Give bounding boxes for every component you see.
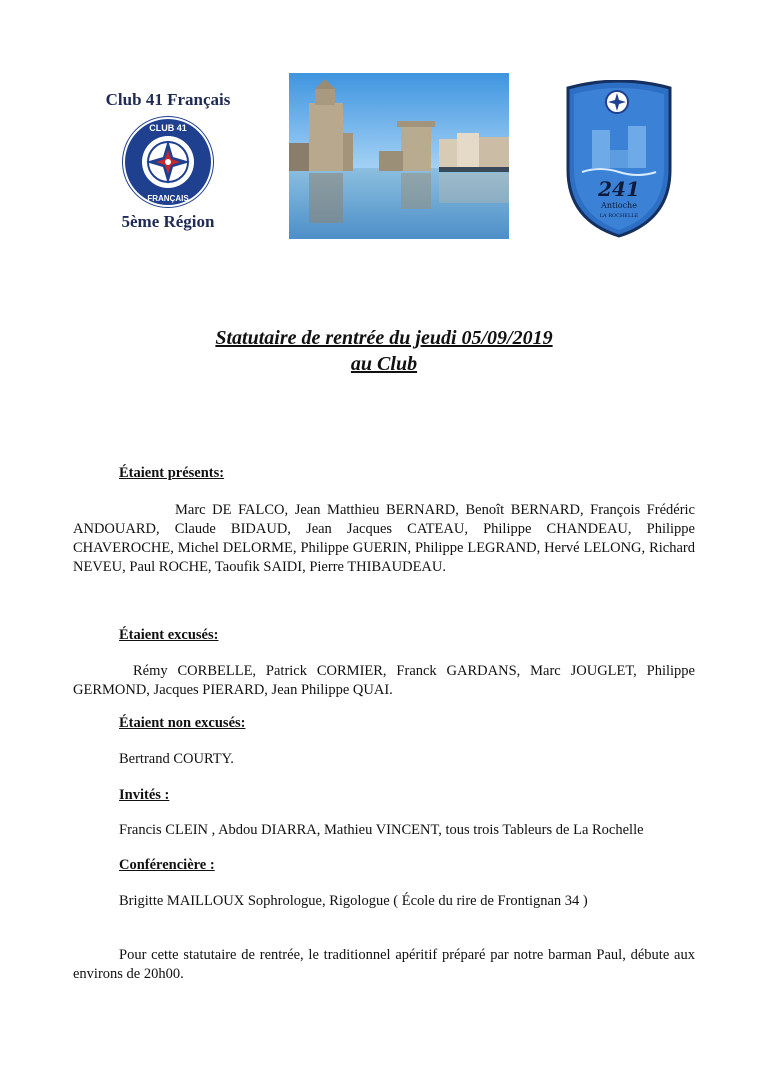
- club-region: 5ème Région: [121, 212, 215, 231]
- table-241-badge: [560, 80, 678, 238]
- title-line-1: Statutaire de rentrée du jeudi 05/09/2019: [215, 327, 553, 349]
- presents-list: Marc DE FALCO, Jean Matthieu BERNARD, Benoît BERNARD, François Frédéric ANDOUARD, Claude BIDAUD, Jean Jacques CATEAU, Philippe CHANDEAU, Philippe CHAVEROCHE, Michel DELORME, Philippe GUERIN, Philippe LEGRAND, Hervé LELONG, Richard NEVEU, Paul ROCHE, Taoufik SAIDI, Pierre THIBAUDEAU.: [73, 502, 695, 575]
- la-rochelle-photo: [289, 73, 509, 239]
- club41-logo: [88, 86, 248, 236]
- title-line-2: au Club: [350, 353, 418, 375]
- badge-city: Antioche: [601, 201, 637, 210]
- emblem-top-text: CLUB 41: [149, 123, 187, 133]
- invites-list: Francis CLEIN , Abdou DIARRA, Mathieu VINCENT, tous trois Tableurs de La Rochelle: [119, 822, 644, 838]
- invites-heading: Invités :: [119, 787, 170, 803]
- document-title: [0, 325, 768, 377]
- non-excuses-heading: Étaient non excusés:: [119, 715, 246, 731]
- club-title: Club 41 Français: [105, 90, 231, 109]
- emblem-bottom-text: FRANÇAIS: [147, 194, 189, 203]
- club41-emblem-icon: [114, 114, 222, 210]
- conferenciere-heading: Conférencière :: [119, 857, 215, 873]
- badge-subcity: LA ROCHELLE: [599, 213, 639, 219]
- harbor-towers-image: [289, 73, 509, 239]
- presents-heading: Étaient présents:: [119, 465, 225, 481]
- shield-badge-icon: [560, 80, 678, 238]
- conferenciere-text: Brigitte MAILLOUX Sophrologue, Rigologue ( École du rire de Frontignan 34 ): [119, 893, 588, 909]
- excuses-list: Rémy CORBELLE, Patrick CORMIER, Franck GARDANS, Marc JOUGLET, Philippe GERMOND, Jacques PIERARD, Jean Philippe QUAI.: [73, 663, 695, 698]
- excuses-heading: Étaient excusés:: [119, 627, 219, 643]
- badge-number: 241: [598, 177, 640, 201]
- non-excuses-list: Bertrand COURTY.: [119, 751, 234, 767]
- closing-paragraph: Pour cette statutaire de rentrée, le traditionnel apéritif préparé par notre barman Paul, débute aux environs de 20h00.: [73, 947, 695, 982]
